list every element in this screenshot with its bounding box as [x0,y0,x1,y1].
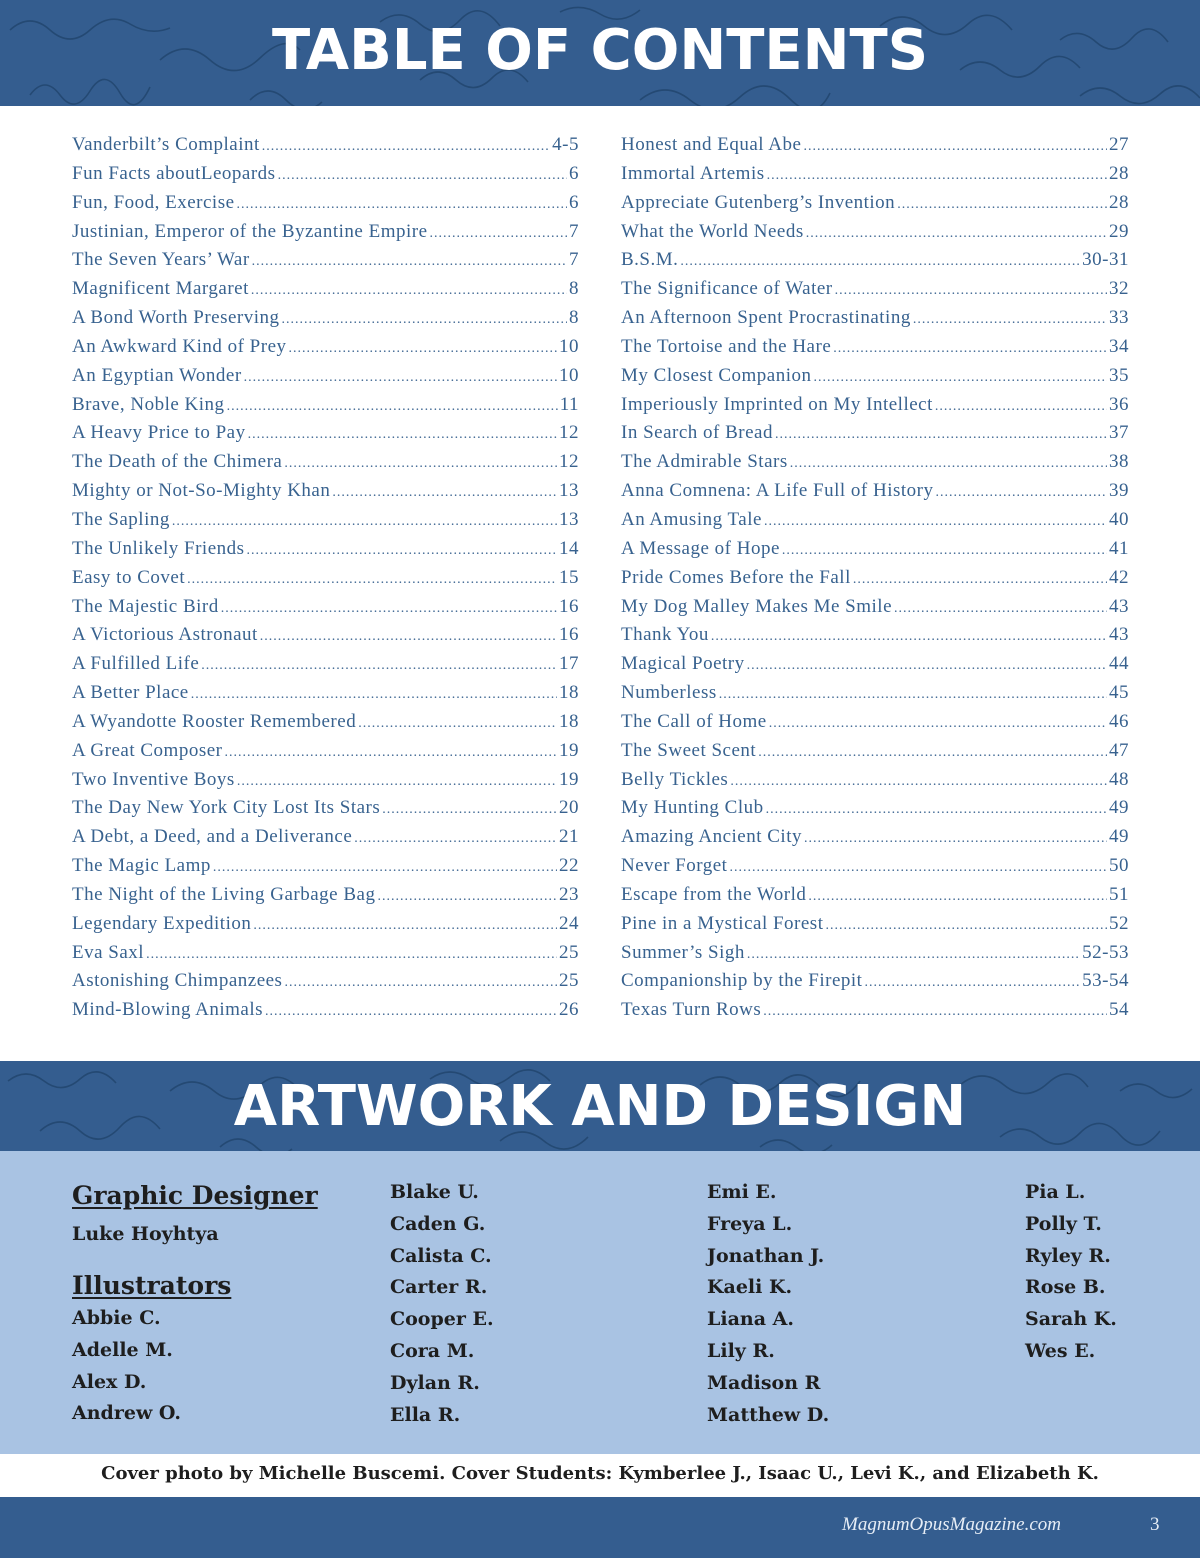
toc-entry-title: Easy to Covet [72,566,186,588]
toc-entry-title: The Seven Years’ War [72,249,250,271]
toc-entry-title: Appreciate Gutenberg’s Invention [621,191,896,213]
toc-entry[interactable] [72,249,579,278]
toc-entry-page: 10 [559,335,579,357]
toc-entry-page: 8 [569,307,579,329]
toc-entry-title: B.S.M. [621,249,679,271]
toc-leader-dots [897,197,1107,213]
toc-leader-dots [278,168,567,184]
toc-leader-dots [767,168,1107,184]
toc-entry-title: A Victorious Astronaut [72,624,258,646]
toc-entry[interactable] [72,451,579,480]
toc-leader-dots [853,572,1107,588]
toc-entry[interactable] [72,913,579,942]
toc-leader-dots [835,283,1107,299]
toc-entry[interactable] [72,596,579,625]
illustrator-name: Freya L. [707,1212,793,1235]
illustrator-name: Wes E. [1025,1339,1096,1362]
toc-entry[interactable] [621,942,1129,971]
toc-entry[interactable] [621,307,1129,336]
toc-entry[interactable] [621,451,1129,480]
toc-leader-dots [790,456,1107,472]
toc-leader-dots [894,601,1107,617]
toc-leader-dots [719,687,1107,703]
toc-leader-dots [935,399,1107,415]
toc-entry-page: 39 [1109,480,1129,502]
toc-entry[interactable] [72,999,579,1028]
toc-leader-dots [260,629,557,645]
illustrator-name: Lily R. [707,1339,775,1362]
toc-entry[interactable] [621,970,1129,999]
illustrator-name: Liana A. [707,1308,794,1331]
toc-entry[interactable] [621,221,1129,250]
toc-entry-title: Brave, Noble King [72,393,225,415]
toc-entry-title: The Unlikely Friends [72,537,245,559]
toc-entry-title: Pine in a Mystical Forest [621,912,824,934]
toc-entry-page: 10 [559,364,579,386]
toc-entry-page: 51 [1109,883,1129,905]
toc-entry-page: 15 [559,566,579,588]
toc-entry-page: 4-5 [552,134,579,155]
toc-entry-page: 18 [559,682,579,704]
toc-leader-dots [763,1004,1107,1020]
toc-entry[interactable] [72,221,579,250]
toc-leader-dots [146,947,557,963]
toc-entry[interactable] [621,999,1129,1028]
illustrator-name: Caden G. [390,1212,486,1235]
toc-entry[interactable] [621,711,1129,740]
toc-entry-title: The Magic Lamp [72,855,211,877]
toc-entry-page: 19 [559,768,579,790]
toc-entry-title: Legendary Expedition [72,912,252,934]
toc-entry-page: 18 [559,710,579,732]
toc-entry-page: 13 [559,480,579,502]
toc-entry-title: Honest and Equal Abe [621,134,802,155]
toc-entry[interactable] [621,567,1129,596]
credits-column-1 [72,1181,318,1434]
toc-entry-page: 7 [569,249,579,271]
toc-entry[interactable] [621,336,1129,365]
toc-entry[interactable] [72,394,579,423]
toc-entry-title: An Awkward Kind of Prey [72,335,287,357]
toc-entry-page: 46 [1109,710,1129,732]
toc-entry-title: The Death of the Chimera [72,451,283,473]
toc-entry[interactable] [72,307,579,336]
toc-entry-title: A Bond Worth Preserving [72,307,280,329]
toc-entry-page: 20 [559,797,579,819]
toc-entry-page: 23 [559,883,579,905]
toc-leader-dots [814,370,1107,386]
toc-entry[interactable] [72,826,579,855]
toc-entry[interactable] [72,163,579,192]
toc-entry-title: The Tortoise and the Hare [621,335,832,357]
toc-entry-page: 54 [1109,999,1129,1021]
illustrator-name: Cooper E. [390,1308,494,1331]
toc-entry-title: The Sapling [72,508,170,530]
toc-leader-dots [766,802,1107,818]
artwork-header-band [0,1061,1200,1151]
toc-entry-page: 27 [1109,134,1129,155]
toc-entry-page: 16 [559,595,579,617]
toc-entry-page: 29 [1109,220,1129,242]
toc-entry-title: Two Inventive Boys [72,768,235,790]
toc-leader-dots [289,341,557,357]
toc-entry[interactable] [72,769,579,798]
toc-leader-dots [680,254,1080,270]
toc-leader-dots [248,427,557,443]
toc-entry-page: 26 [559,999,579,1021]
toc-entry-title: The Sweet Scent [621,739,757,761]
toc-entry[interactable] [72,624,579,653]
toc-leader-dots [284,456,557,472]
toc-leader-dots [358,716,557,732]
toc-entry-title: Numberless [621,682,717,704]
illustrator-name: Alex D. [72,1370,147,1393]
toc-entry[interactable] [621,192,1129,221]
toc-entry-title: Eva Saxl [72,941,145,963]
toc-entry[interactable] [621,596,1129,625]
illustrator-name: Carter R. [390,1276,488,1299]
toc-entry-page: 34 [1109,335,1129,357]
toc-leader-dots [377,889,557,905]
toc-entry-page: 37 [1109,422,1129,444]
toc-entry[interactable] [621,797,1129,826]
toc-entry-page: 41 [1109,537,1129,559]
toc-entry[interactable] [72,855,579,884]
toc-entry[interactable] [72,365,579,394]
toc-entry-title: The Call of Home [621,710,767,732]
toc-entry-title: In Search of Bread [621,422,773,444]
toc-entry-page: 33 [1109,307,1129,329]
toc-entry[interactable] [621,422,1129,451]
toc-leader-dots [430,226,567,242]
toc-entry-title: Summer’s Sigh [621,941,745,963]
toc-entry-page: 52 [1109,912,1129,934]
toc-entry-page: 43 [1109,595,1129,617]
toc-leader-dots [354,831,557,847]
toc-entry[interactable] [621,884,1129,913]
toc-leader-dots [764,514,1107,530]
illustrator-name: Adelle M. [72,1338,173,1361]
toc-left-column [72,134,579,1028]
toc-leader-dots [332,485,557,501]
toc-leader-dots [262,139,550,155]
toc-entry[interactable] [621,653,1129,682]
toc-entry-title: Escape from the World [621,883,807,905]
toc-entry-title: My Closest Companion [621,364,812,386]
toc-leader-dots [730,774,1107,790]
website-link[interactable]: MagnumOpusMagazine.com [842,1514,1062,1535]
illustrator-name: Kaeli K. [707,1276,793,1299]
toc-entry-page: 12 [559,451,579,473]
toc-entry-title: My Hunting Club [621,797,764,819]
illustrator-name: Blake U. [390,1181,479,1203]
toc-leader-dots [237,774,557,790]
toc-entry-page: 32 [1109,278,1129,300]
toc-entry-title: A Great Composer [72,739,223,761]
toc-leader-dots [187,572,557,588]
illustrator-name: Polly T. [1025,1212,1102,1235]
toc-entry[interactable] [621,769,1129,798]
toc-entry[interactable] [621,480,1129,509]
toc-entry-title: Mind-Blowing Animals [72,999,264,1021]
toc-entry-title: Texas Turn Rows [621,999,762,1021]
toc-entry-title: Companionship by the Firepit [621,970,863,992]
toc-entry[interactable] [72,422,579,451]
toc-entry[interactable] [72,711,579,740]
toc-entry-title: Immortal Artemis [621,162,765,184]
illustrator-name: Dylan R. [390,1371,480,1394]
toc-entry[interactable] [72,336,579,365]
toc-entry[interactable] [72,192,579,221]
toc-entry-title: An Egyptian Wonder [72,364,242,386]
artwork-credits-panel [0,1151,1200,1454]
toc-entry[interactable] [72,740,579,769]
toc-entry-page: 30-31 [1082,249,1129,271]
illustrator-name: Ella R. [390,1403,461,1426]
toc-entry-page: 6 [569,191,579,213]
toc-entry[interactable] [621,134,1129,163]
toc-entry-page: 14 [559,537,579,559]
credits-column-3 [707,1181,829,1435]
toc-entry-title: Justinian, Emperor of the Byzantine Empire [72,220,428,242]
toc-entry-title: My Dog Malley Makes Me Smile [621,595,893,617]
toc-entry-page: 38 [1109,451,1129,473]
toc-entry-title: A Better Place [72,682,189,704]
toc-leader-dots [221,601,557,617]
cover-credit: Cover photo by Michelle Buscemi. Cover Students: Kymberlee J., Isaac U., Levi K., and Elizabeth K. [101,1463,1099,1484]
toc-entry-page: 48 [1109,768,1129,790]
toc-leader-dots [382,802,557,818]
toc-entry[interactable] [621,740,1129,769]
toc-entry-page: 49 [1109,826,1129,848]
toc-entry[interactable] [72,682,579,711]
toc-leader-dots [747,658,1107,674]
toc-entry[interactable] [72,538,579,567]
toc-entry-page: 16 [559,624,579,646]
toc-entry-page: 40 [1109,508,1129,530]
toc-leader-dots [864,975,1080,991]
toc-entry-title: Imperiously Imprinted on My Intellect [621,393,933,415]
toc-entry[interactable] [72,653,579,682]
toc-entry-page: 28 [1109,191,1129,213]
toc-entry[interactable] [72,884,579,913]
toc-entry-page: 50 [1109,855,1129,877]
toc-leader-dots [227,399,558,415]
toc-entry-title: Amazing Ancient City [621,826,802,848]
toc-entry-title: An Amusing Tale [621,508,762,530]
toc-entry[interactable] [621,682,1129,711]
toc-entry[interactable] [621,509,1129,538]
page-number: 3 [1150,1514,1160,1535]
toc-leader-dots [172,514,557,530]
toc-entry-title: A Debt, a Deed, and a Deliverance [72,826,353,848]
toc-leader-dots [282,312,567,328]
toc-entry[interactable] [72,509,579,538]
toc-entry[interactable] [621,913,1129,942]
toc-leader-dots [758,745,1107,761]
toc-header-band [0,0,1200,106]
toc-entry-title: A Message of Hope [621,537,780,559]
toc-leader-dots [782,543,1107,559]
toc-leader-dots [729,860,1107,876]
toc-entry-title: Thank You [621,624,709,646]
toc-title: TABLE OF CONTENTS [271,18,929,83]
toc-leader-dots [825,918,1107,934]
toc-leader-dots [265,1004,557,1020]
toc-entry[interactable] [621,394,1129,423]
toc-entry-title: The Day New York City Lost Its Stars [72,797,381,819]
toc-entry-page: 25 [559,970,579,992]
toc-entry-page: 36 [1109,393,1129,415]
toc-entry-title: Astonishing Chimpanzees [72,970,283,992]
toc-entry[interactable] [72,278,579,307]
toc-entry-page: 7 [569,220,579,242]
toc-entry-title: Magical Poetry [621,653,745,675]
toc-entry[interactable] [621,163,1129,192]
toc-entry[interactable] [621,624,1129,653]
illustrator-name: Madison R [707,1371,821,1394]
toc-leader-dots [244,370,557,386]
toc-leader-dots [711,629,1107,645]
toc-entry-title: Fun, Food, Exercise [72,191,235,213]
footer-band [0,1497,1200,1558]
toc-entry-title: An Afternoon Spent Procrastinating [621,307,911,329]
illustrator-name: Abbie C. [72,1307,161,1329]
toc-entry[interactable] [621,365,1129,394]
toc-entry-title: A Wyandotte Rooster Remembered [72,710,357,732]
illustrator-name: Jonathan J. [707,1244,825,1267]
toc-entry-title: What the World Needs [621,220,804,242]
toc-entry-page: 12 [559,422,579,444]
illustrator-name: Sarah K. [1025,1308,1117,1331]
toc-leader-dots [747,947,1080,963]
toc-entry-title: A Heavy Price to Pay [72,422,246,444]
graphic-designer-name: Luke Hoyhtya [72,1223,219,1245]
toc-leader-dots [769,716,1107,732]
toc-entry-page: 45 [1109,682,1129,704]
toc-entry-page: 22 [559,855,579,877]
toc-leader-dots [237,197,567,213]
toc-entry-title: Fun Facts aboutLeopards [72,162,276,184]
illustrator-name: Ryley R. [1025,1244,1111,1267]
toc-entry-title: Magnificent Margaret [72,278,249,300]
toc-leader-dots [213,860,557,876]
illustrator-name: Matthew D. [707,1403,830,1426]
toc-leader-dots [935,485,1107,501]
toc-leader-dots [913,312,1107,328]
toc-entry-page: 47 [1109,739,1129,761]
illustrators-heading: Illustrators [72,1271,232,1300]
toc-entry-page: 52-53 [1082,941,1129,963]
toc-entry-title: The Night of the Living Garbage Bag [72,883,376,905]
toc-leader-dots [284,975,557,991]
toc-entry[interactable] [72,942,579,971]
toc-entry[interactable] [72,480,579,509]
toc-leader-dots [808,889,1107,905]
toc-entry-page: 24 [559,912,579,934]
toc-leader-dots [252,254,567,270]
illustrator-name: Rose B. [1025,1276,1106,1299]
toc-leader-dots [803,139,1107,155]
toc-entry-page: 35 [1109,364,1129,386]
toc-entry-page: 49 [1109,797,1129,819]
toc-leader-dots [806,226,1107,242]
illustrator-name: Cora M. [390,1339,475,1362]
toc-entry-page: 21 [559,826,579,848]
toc-leader-dots [804,831,1107,847]
toc-entry-page: 17 [559,653,579,675]
toc-entry-title: Anna Comnena: A Life Full of History [621,480,934,502]
toc-right-column [621,134,1129,1028]
credits-column-4 [1025,1181,1117,1372]
toc-entry-title: Never Forget [621,855,728,877]
toc-entry[interactable] [72,797,579,826]
toc-entry[interactable] [621,538,1129,567]
toc-entry[interactable] [621,278,1129,307]
toc-entry-page: 43 [1109,624,1129,646]
illustrator-list-1 [72,1307,318,1434]
toc-entry-page: 11 [559,393,579,415]
toc-entry-page: 19 [559,739,579,761]
toc-entry-title: The Majestic Bird [72,595,219,617]
illustrator-name: Pia L. [1025,1181,1086,1203]
toc-entry-title: Vanderbilt’s Complaint [72,134,260,155]
toc-leader-dots [775,427,1107,443]
toc-leader-dots [251,283,567,299]
toc-entry[interactable] [621,826,1129,855]
toc-entry[interactable] [72,567,579,596]
toc-leader-dots [201,658,557,674]
toc-entry-title: Pride Comes Before the Fall [621,566,851,588]
toc-entry-title: The Significance of Water [621,278,833,300]
toc-entry-page: 8 [569,278,579,300]
toc-entry[interactable] [621,855,1129,884]
toc-entry-page: 6 [569,162,579,184]
toc-leader-dots [833,341,1107,357]
toc-entry-title: Mighty or Not-So-Mighty Khan [72,480,331,502]
toc-entry-page: 42 [1109,566,1129,588]
toc-entry[interactable] [72,134,579,163]
toc-entry[interactable] [72,970,579,999]
toc-leader-dots [247,543,557,559]
toc-entry-page: 44 [1109,653,1129,675]
toc-leader-dots [253,918,557,934]
credits-column-2 [390,1181,494,1435]
graphic-designer-heading: Graphic Designer [72,1181,318,1210]
toc-entry-page: 13 [559,508,579,530]
toc-leader-dots [224,745,557,761]
illustrator-name: Andrew O. [72,1402,181,1425]
toc-entry-page: 53-54 [1082,970,1129,992]
artwork-title: ARTWORK AND DESIGN [233,1074,967,1139]
illustrator-name: Calista C. [390,1244,492,1267]
toc-entry-page: 25 [559,941,579,963]
illustrator-name: Emi E. [707,1181,777,1203]
toc-entry-page: 28 [1109,162,1129,184]
toc-entry-title: Belly Tickles [621,768,729,790]
toc-leader-dots [191,687,557,703]
toc-entry[interactable] [621,249,1129,278]
toc-entry-title: A Fulfilled Life [72,653,200,675]
toc-entry-title: The Admirable Stars [621,451,788,473]
